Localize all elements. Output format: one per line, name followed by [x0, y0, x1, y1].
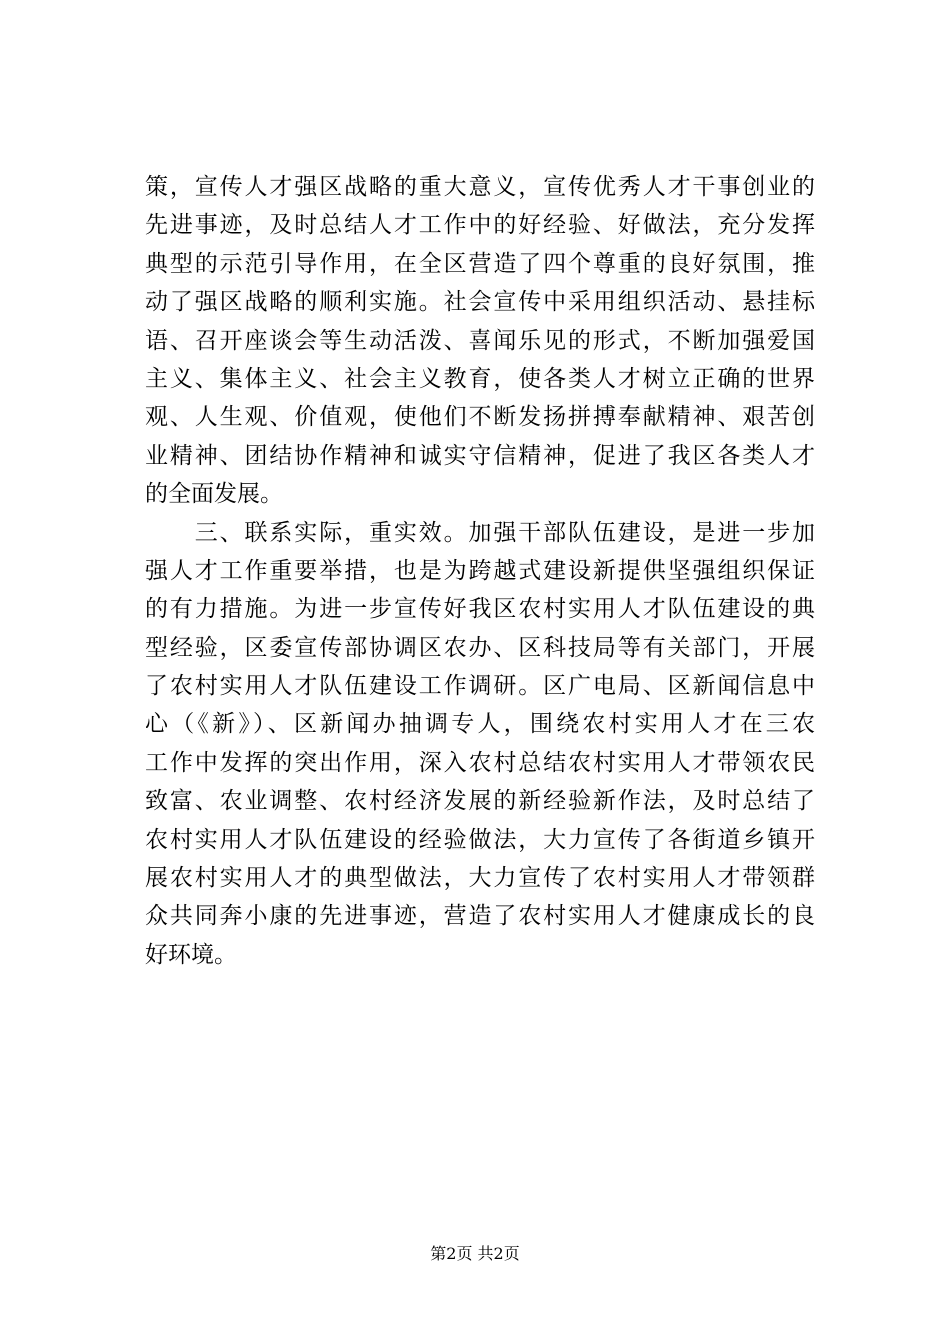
text-line: 业精神、团结协作精神和诚实守信精神，促进了我区各类人才	[145, 442, 815, 469]
text-line: 工作中发挥的突出作用，深入农村总结农村实用人才带领农民	[145, 749, 815, 776]
section-heading-line: 三、联系实际，重实效。加强干部队伍建设，是进一步加	[145, 519, 815, 546]
text-line: 众共同奔小康的先进事迹，营造了农村实用人才健康成长的良	[145, 903, 815, 930]
page-footer	[0, 1243, 950, 1265]
text-line: 主义、集体主义、社会主义教育，使各类人才树立正确的世界	[145, 365, 815, 392]
body-text	[145, 168, 815, 974]
text-line: 致富、农业调整、农村经济发展的新经验新作法，及时总结了	[145, 788, 815, 815]
text-line: 策，宣传人才强区战略的重大意义，宣传优秀人才干事创业的	[145, 174, 815, 200]
text-line: 农村实用人才队伍建设的经验做法，大力宣传了各街道乡镇开	[145, 826, 815, 853]
page-number-label: 第2页 共2页	[430, 1244, 520, 1263]
text-line: 先进事迹，及时总结人才工作中的好经验、好做法，充分发挥	[145, 212, 815, 239]
text-line: 典型的示范引导作用，在全区营造了四个尊重的良好氛围，推	[145, 250, 815, 277]
text-line: 的有力措施。为进一步宣传好我区农村实用人才队伍建设的典	[145, 596, 815, 623]
text-line: 语、召开座谈会等生动活泼、喜闻乐见的形式，不断加强爱国	[145, 327, 815, 354]
text-line: 心（《新》）、区新闻办抽调专人，围绕农村实用人才在三农	[145, 711, 815, 738]
text-line: 展农村实用人才的典型做法，大力宣传了农村实用人才带领群	[145, 865, 815, 892]
text-line: 型经验，区委宣传部协调区农办、区科技局等有关部门，开展	[145, 634, 815, 661]
text-line: 动了强区战略的顺利实施。社会宣传中采用组织活动、悬挂标	[145, 289, 815, 316]
text-line: 观、人生观、价值观，使他们不断发扬拼搏奉献精神、艰苦创	[145, 404, 815, 431]
text-line: 强人才工作重要举措，也是为跨越式建设新提供坚强组织保证	[145, 557, 815, 584]
text-line: 了农村实用人才队伍建设工作调研。区广电局、区新闻信息中	[145, 673, 815, 700]
paragraph-end-line: 的全面发展。	[145, 481, 283, 508]
paragraph-end-line: 好环境。	[145, 941, 237, 968]
